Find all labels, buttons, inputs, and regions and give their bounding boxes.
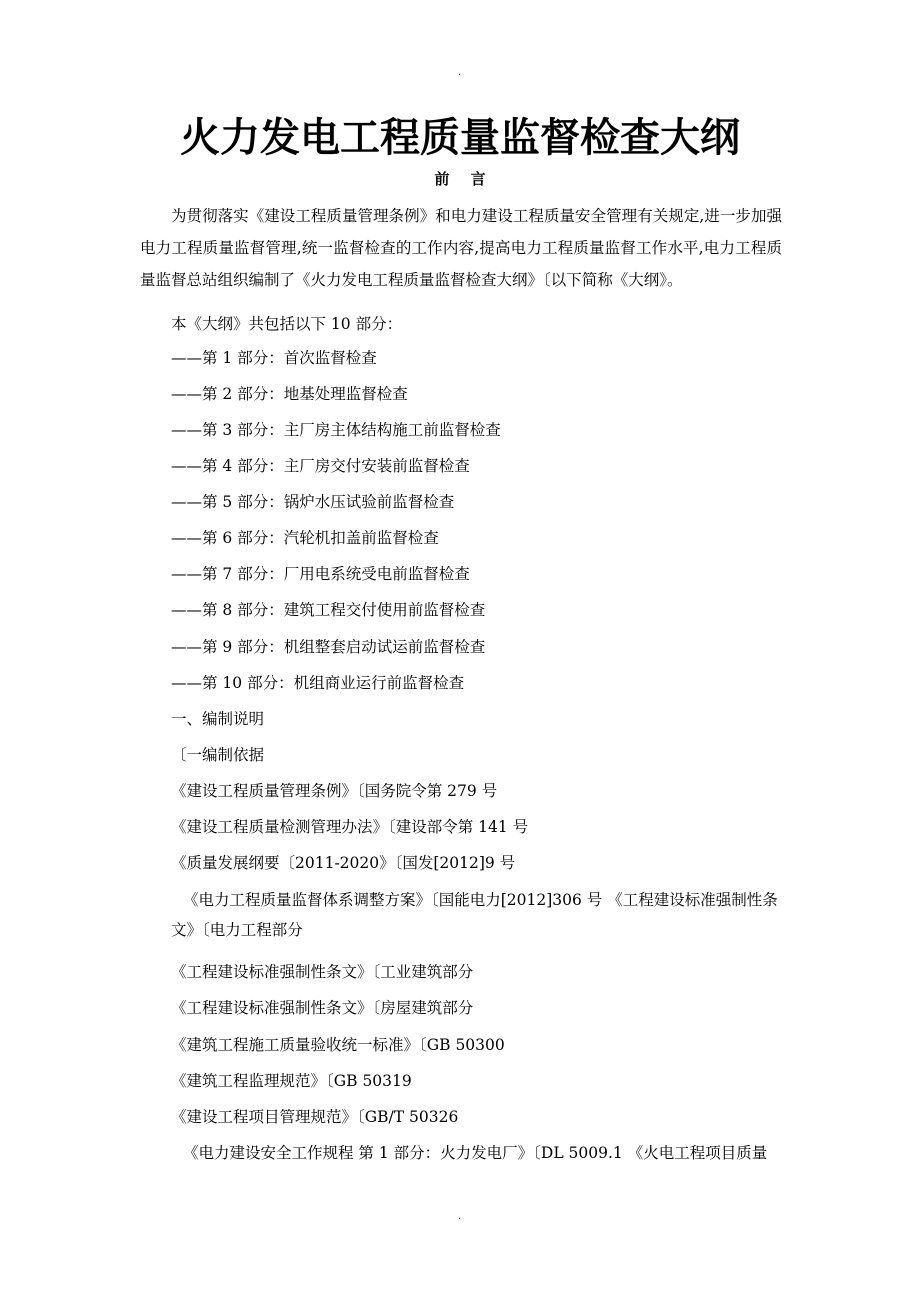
section-heading: 一、编制说明	[171, 710, 265, 728]
basis-item: 《工程建设标准强制性条文》〔工业建筑部分	[171, 963, 474, 981]
basis-item: 《建设工程项目管理规范》〔GB/T 50326	[171, 1108, 459, 1126]
part-item: ——第 6 部分：汽轮机扣盖前监督检查	[171, 529, 439, 547]
basis-item: 《工程建设标准强制性条文》〔房屋建筑部分	[171, 999, 474, 1017]
part-item: ——第 7 部分：厂用电系统受电前监督检查	[171, 565, 470, 583]
basis-item: 《建筑工程施工质量验收统一标准》〔GB 50300	[171, 1036, 505, 1054]
part-item: ——第 1 部分：首次监督检查	[171, 349, 377, 367]
basis-item: 《建设工程质量检测管理办法》〔建设部令第 141 号	[171, 818, 529, 836]
subsection-heading: 〔一编制依据	[171, 746, 265, 764]
part-item: ——第 4 部分：主厂房交付安装前监督检查	[171, 457, 470, 475]
part-item: ——第 2 部分：地基处理监督检查	[171, 385, 408, 403]
basis-item: 《电力建设安全工作规程 第 1 部分：火力发电厂》〔DL 5009.1 《火电工程项目质量	[183, 1144, 768, 1162]
preface-heading: 前 言	[434, 170, 486, 188]
part-item: ——第 3 部分：主厂房主体结构施工前监督检查	[171, 421, 501, 439]
part-item: ——第 10 部分：机组商业运行前监督检查	[171, 674, 465, 692]
basis-item: 《建设工程质量管理条例》〔国务院令第 279 号	[171, 782, 498, 800]
part-item: ——第 9 部分：机组整套启动试运前监督检查	[171, 638, 486, 656]
part-item: ——第 5 部分：锅炉水压试验前监督检查	[171, 493, 455, 511]
basis-item: 《建筑工程监理规范》〔GB 50319	[171, 1072, 412, 1090]
footer-mark: .	[458, 1211, 462, 1222]
part-item: ——第 8 部分：建筑工程交付使用前监督检查	[171, 601, 486, 619]
basis-item: 《质量发展纲要〔2011-2020》〔国发[2012]9 号	[171, 854, 516, 872]
parts-intro: 本《大纲》共包括以下 10 部分：	[171, 315, 403, 333]
document-title: 火力发电工程质量监督检查大纲	[180, 115, 740, 161]
intro-paragraph: 为贯彻落实《建设工程质量管理条例》和电力建设工程质量安全管理有关规定,进一步加强电力工程质量监督管理,统一监督检查的工作内容,提高电力工程质量监督工作水平,电力工程质量监督总站组织编制了《火力发电工程质量监督检查大纲》〔以下简称《大纲》。	[140, 207, 782, 289]
basis-item: 《电力工程质量监督体系调整方案》〔国能电力[2012]306 号 《工程建设标准强制性条文》〔电力工程部分	[171, 891, 778, 939]
header-mark: .	[458, 67, 462, 78]
